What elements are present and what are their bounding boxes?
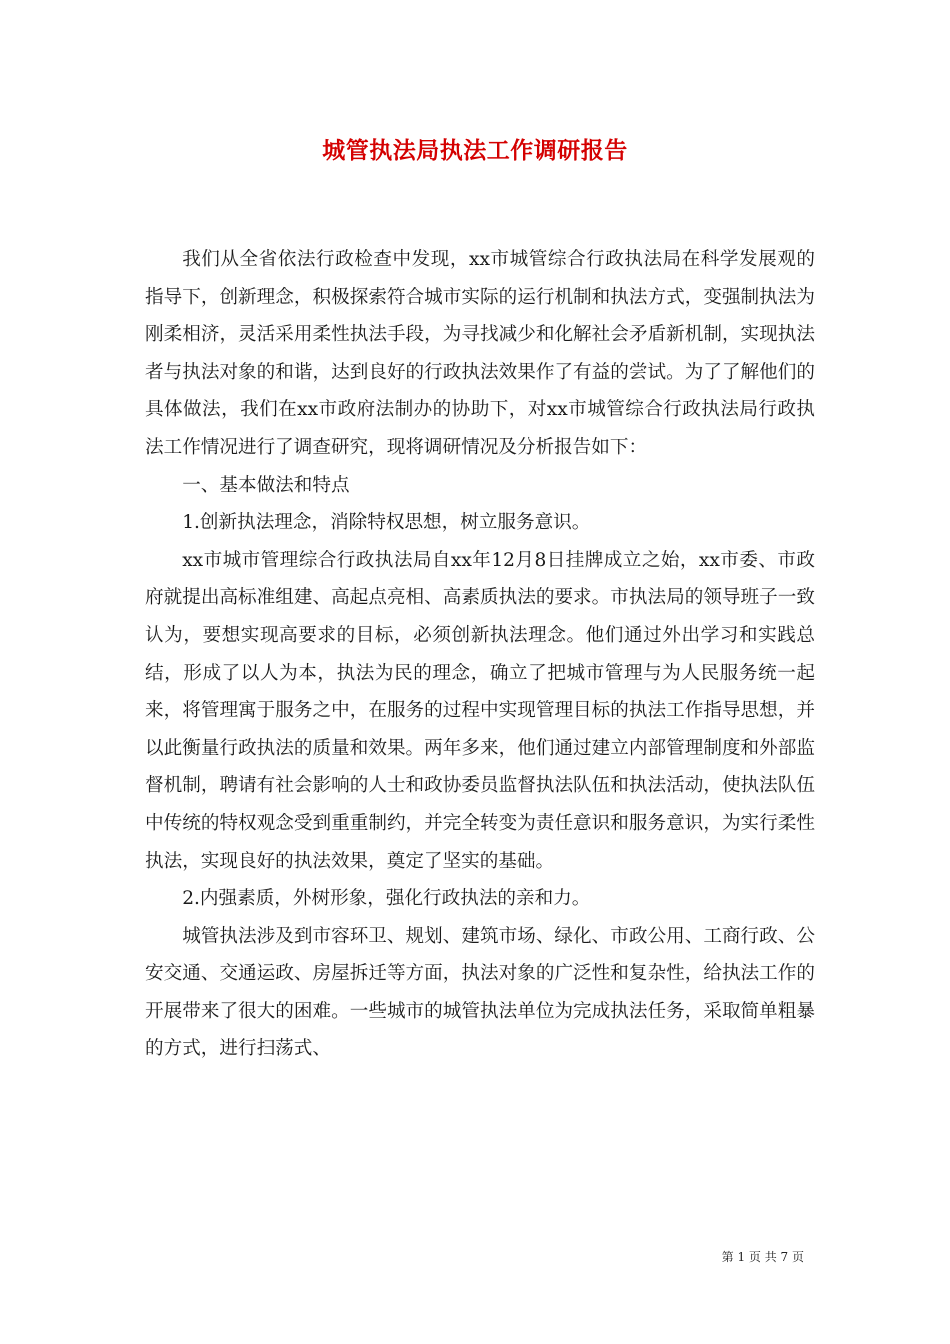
subsection-heading-1: 1.创新执法理念，消除特权思想，树立服务意识。 bbox=[182, 512, 591, 534]
section-heading: 一、基本做法和特点 bbox=[182, 474, 350, 496]
paragraph-2: 城管执法涉及到市容环卫、规划、建筑市场、绿化、市政公用、工商行政、公安交通、交通运政、房屋拆迁等方面，执法对象的广泛性和复杂性，给执法工作的开展带来了很大的困难。一些城市的城管执法单位为完成执法任务，采取简单粗暴的方式，进行扫荡式、 bbox=[145, 925, 815, 1060]
document-body bbox=[145, 241, 815, 1068]
paragraph-1: xx市城市管理综合行政执法局自xx年12月8日挂牌成立之始，xx市委、市政府就提出高标准组建、高起点亮相、高素质执法的要求。市执法局的领导班子一致认为，要想实现高要求的目标，必须创新执法理念。他们通过外出学习和实践总结，形成了以人为本，执法为民的理念，确立了把城市管理与为人民服务统一起来，将管理寓于服务之中，在服务的过程中实现管理目标的执法工作指导思想，并以此衡量行政执法的质量和效果。两年多来，他们通过建立内部管理制度和外部监督机制，聘请有社会影响的人士和政协委员监督执法队伍和执法活动，使执法队伍中传统的特权观念受到重重制约，并完全转变为责任意识和服务意识，为实行柔性执法，实现良好的执法效果，奠定了坚实的基础。 bbox=[145, 549, 815, 872]
subsection-heading-2: 2.内强素质，外树形象，强化行政执法的亲和力。 bbox=[182, 888, 591, 910]
page-number: 第 1 页 共 7 页 bbox=[721, 1250, 804, 1264]
document-title: 城管执法局执法工作调研报告 bbox=[322, 137, 628, 164]
paragraph-intro: 我们从全省依法行政检查中发现，xx市城管综合行政执法局在科学发展观的指导下，创新理念，积极探索符合城市实际的运行机制和执法方式，变强制执法为刚柔相济，灵活采用柔性执法手段，为寻找减少和化解社会矛盾新机制，实现执法者与执法对象的和谐，达到良好的行政执法效果作了有益的尝试。为了了解他们的具体做法，我们在xx市政府法制办的协助下，对xx市城管综合行政执法局行政执法工作情况进行了调查研究，现将调研情况及分析报告如下： bbox=[145, 249, 815, 458]
